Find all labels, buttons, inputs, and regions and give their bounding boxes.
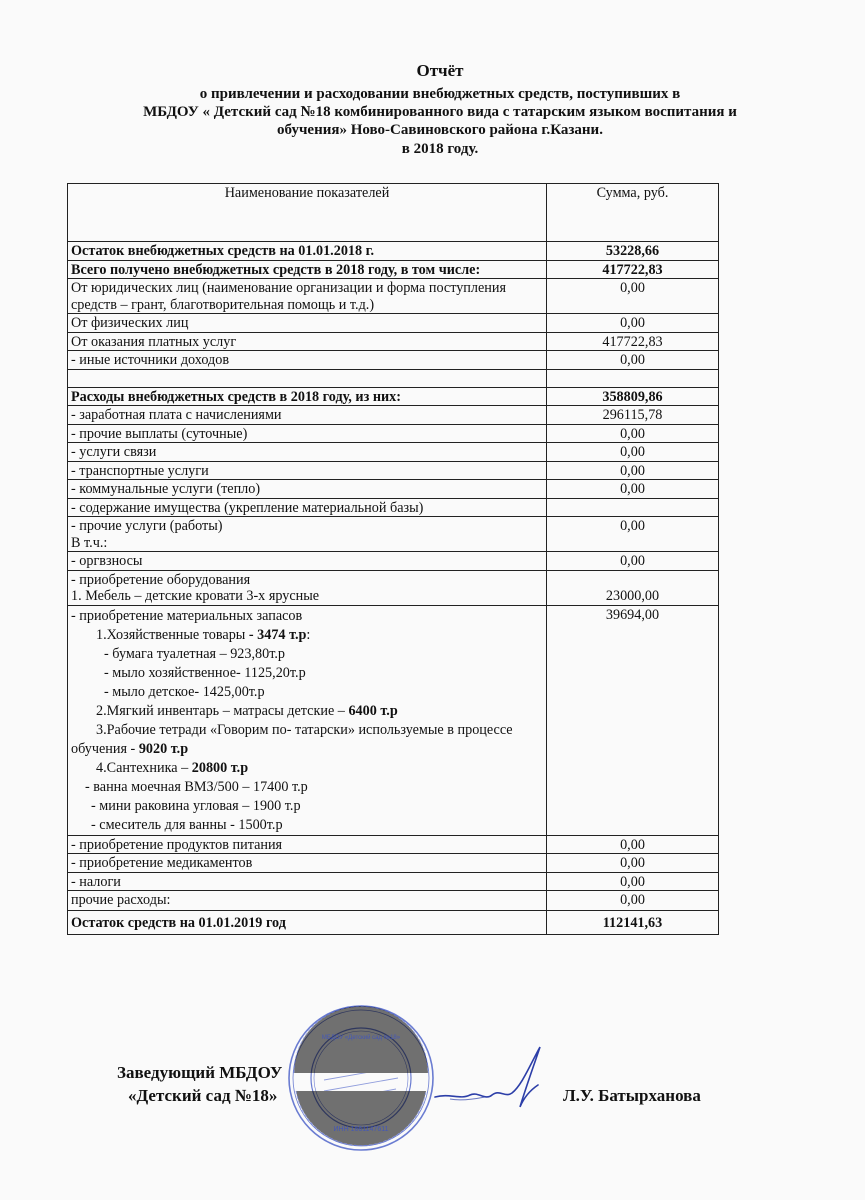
row-label: - оргвзносы (68, 552, 547, 571)
row-value: 0,00 (547, 891, 719, 911)
signature-mark (430, 1035, 560, 1115)
signer-position-line-2: «Детский сад №18» (128, 1086, 278, 1105)
svg-text:МБДОУ «Детский сад №18»: МБДОУ «Детский сад №18» (321, 1035, 401, 1041)
signer-name: Л.У. Батырханова (563, 1086, 701, 1105)
table-row (68, 854, 719, 873)
report-title: Отчёт (416, 61, 464, 80)
column-header-name: Наименование показателей (68, 184, 547, 242)
row-value: 0,00 (547, 351, 719, 370)
table-row (68, 332, 719, 351)
row-label: От оказания платных услуг (68, 332, 547, 351)
table-row (68, 891, 719, 911)
row-label: - приобретение медикаментов (68, 854, 547, 873)
row-label (68, 570, 547, 605)
row-item: 4.Сантехника – 20800 т.р (96, 759, 249, 776)
row-label: Всего получено внебюджетных средств в 2018 году, в том числе: (68, 260, 547, 279)
row-value: 0,00 (547, 424, 719, 443)
row-value: 0,00 (547, 443, 719, 462)
table-header-row (68, 184, 719, 242)
report-subtitle-line-3: обучения» Ново-Савиновского района г.Казани. (277, 122, 603, 138)
row-value: 0,00 (547, 314, 719, 333)
table-row-empty (68, 369, 719, 387)
row-label-line: - приобретение оборудования (71, 571, 251, 588)
table-row (68, 570, 719, 605)
row-item: - смеситель для ванны - 1500т.р (91, 816, 283, 833)
row-value: 0,00 (547, 517, 719, 552)
table-row (68, 552, 719, 571)
row-value: 0,00 (547, 854, 719, 873)
row-label-line: 1. Мебель – детские кровати 3-х ярусные (71, 588, 320, 604)
table-row (68, 911, 719, 935)
row-value: 0,00 (547, 835, 719, 854)
row-label: Остаток средств на 01.01.2019 год (68, 911, 547, 935)
row-label: - приобретение продуктов питания (68, 835, 547, 854)
organization-stamp (286, 1003, 436, 1153)
row-item: 2.Мягкий инвентарь – матрасы детские – 6400 т.р (96, 702, 398, 719)
report-subtitle-line-2: МБДОУ « Детский сад №18 комбинированного вида с татарским языком воспитания и (143, 104, 737, 120)
row-item: - мини раковина угловая – 1900 т.р (91, 797, 301, 814)
column-header-sum: Сумма, руб. (547, 184, 719, 242)
row-value: 0,00 (547, 552, 719, 571)
row-item: - бумага туалетная – 923,80т.р (104, 645, 286, 662)
table-row (68, 498, 719, 517)
row-value: 0,00 (547, 461, 719, 480)
report-year: в 2018 году. (401, 141, 479, 157)
row-value: 296115,78 (547, 406, 719, 425)
table-row (68, 517, 719, 552)
row-label-line: - прочие услуги (работы) (71, 518, 223, 534)
table-row (68, 314, 719, 333)
table-row (68, 461, 719, 480)
row-label: Остаток внебюджетных средств на 01.01.2018 г. (68, 242, 547, 261)
row-label: - услуги связи (68, 443, 547, 462)
table-row (68, 872, 719, 891)
signer-position-line-1: Заведующий МБДОУ (117, 1063, 283, 1082)
row-item: 1.Хозяйственные товары - 3474 т.р: (96, 626, 311, 643)
report-table (67, 183, 719, 935)
row-label (68, 517, 547, 552)
table-row (68, 424, 719, 443)
table-row (68, 605, 719, 835)
table-row (68, 260, 719, 279)
row-value: 53228,66 (547, 242, 719, 261)
svg-text:ИНН 1661147611: ИНН 1661147611 (333, 1126, 389, 1133)
row-label: прочие расходы: (68, 891, 547, 911)
table-row (68, 279, 719, 314)
table-row (68, 387, 719, 406)
row-label: - заработная плата с начислениями (68, 406, 547, 425)
row-label: - прочие выплаты (суточные) (68, 424, 547, 443)
report-subtitle-line-1: о привлечении и расходовании внебюджетных средств, поступивших в (199, 86, 681, 102)
row-label-line: В т.ч.: (71, 534, 108, 551)
row-value: 417722,83 (547, 260, 719, 279)
row-value: 23000,00 (547, 570, 719, 605)
row-value: 0,00 (547, 480, 719, 499)
row-label: - иные источники доходов (68, 351, 547, 370)
row-label: От физических лиц (68, 314, 547, 333)
row-value: 0,00 (547, 279, 719, 314)
row-value: 39694,00 (547, 605, 719, 835)
row-value: 112141,63 (547, 911, 719, 935)
row-value (547, 498, 719, 517)
table-row (68, 242, 719, 261)
row-value: 0,00 (547, 872, 719, 891)
row-label-line: - приобретение материальных запасов (71, 607, 303, 624)
row-item: - мыло хозяйственное- 1125,20т.р (104, 664, 306, 681)
row-label: - содержание имущества (укрепление материальной базы) (68, 498, 547, 517)
row-label: От юридических лиц (наименование организации и форма поступления средств – грант, благотворительная помощь и т.д.) (68, 279, 547, 314)
row-value: 358809,86 (547, 387, 719, 406)
table-row (68, 406, 719, 425)
row-label: - коммунальные услуги (тепло) (68, 480, 547, 499)
row-label: - транспортные услуги (68, 461, 547, 480)
row-label: - налоги (68, 872, 547, 891)
row-item: - мыло детское- 1425,00т.р (104, 683, 265, 700)
table-row (68, 351, 719, 370)
table-row (68, 480, 719, 499)
row-value: 417722,83 (547, 332, 719, 351)
row-label (68, 605, 547, 835)
row-item: - ванна моечная ВМЗ/500 – 17400 т.р (85, 778, 308, 795)
row-label: Расходы внебюджетных средств в 2018 году, из них: (68, 387, 547, 406)
row-item: 3.Рабочие тетради «Говорим по- татарски» используемые в процессе обучения - 9020 т.р (71, 721, 513, 757)
table-row (68, 443, 719, 462)
table-row (68, 835, 719, 854)
